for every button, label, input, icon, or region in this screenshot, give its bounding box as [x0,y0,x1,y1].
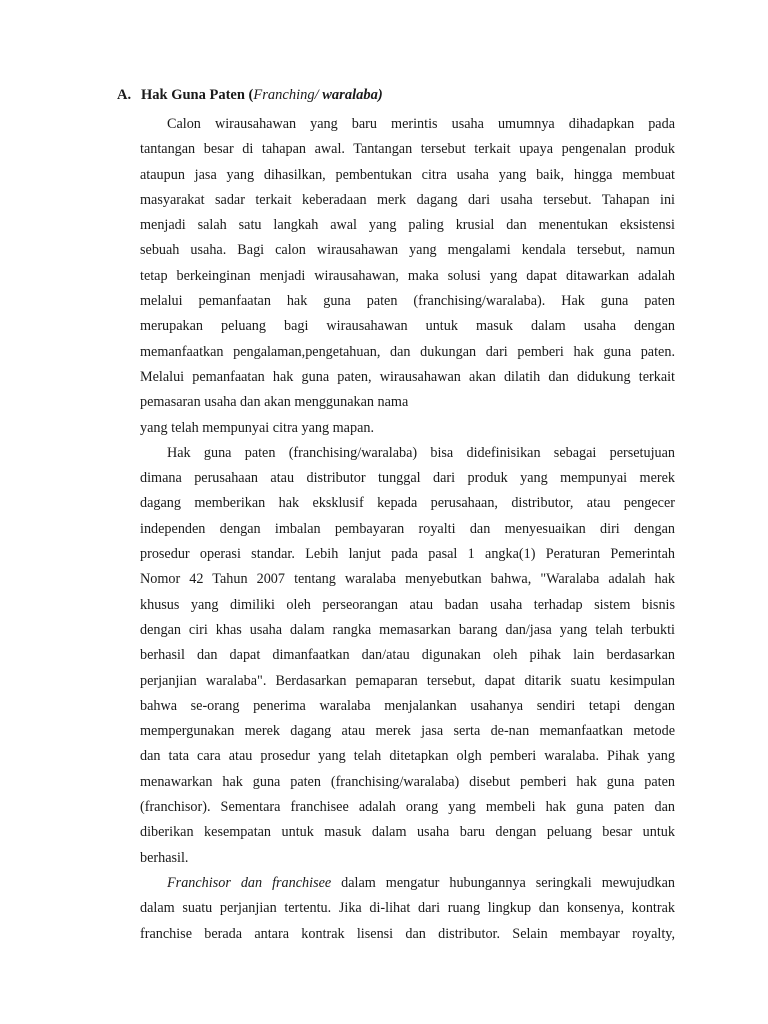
text-line [140,795,675,820]
text-line [140,365,675,390]
text-line [140,238,675,263]
text-line [140,314,675,339]
line-text: sebuah usaha. Bagi calon wirausahawan yang mengalami kendala tersebut, namun [140,242,675,259]
text-line [140,340,675,365]
line-text: Hak guna paten (franchising/waralaba) bisa didefinisikan sebagai persetujuan [167,444,675,461]
text-line [140,188,675,213]
text-line [140,567,675,592]
line-text: diberikan kesempatan untuk masuk dalam usaha baru dengan peluang besar untuk [140,824,675,841]
text-line [140,416,675,441]
line-text: pemasaran usaha dan akan menggunakan nama [140,394,409,411]
line-text: khusus yang dimiliki oleh perseorangan atau badan usaha terhadap sistem bisnis [140,596,675,613]
text-line [140,618,675,643]
text-line [140,719,675,744]
line-text: masyarakat sadar terkait keberadaan merk dagang dari usaha tersebut. Tahapan ini [140,191,675,208]
text-line [140,694,675,719]
text-line [140,466,675,491]
body-text [140,112,675,947]
section-title-bold-italic: waralaba) [318,87,383,103]
line-text: Melalui pemanfaatan hak guna paten, wirausahawan akan dilatih dan didukung terkait [140,368,675,385]
line-text: bahwa se-orang penerima waralaba menjalankan usahanya sendiri tetapi dengan [140,697,675,714]
line-text: dengan ciri khas usaha dalam rangka memasarkan barang dan/jasa yang telah terbukti [140,621,675,638]
text-line [140,896,675,921]
text-line [140,517,675,542]
line-text: menjadi salah satu langkah awal yang paling krusial dan menentukan eksistensi [140,217,675,234]
text-line [140,112,675,137]
line-text: berhasil. [140,849,189,866]
line-text: tantangan besar di tahapan awal. Tantangan tersebut terkait upaya pengenalan produk [140,141,675,158]
text-line [140,744,675,769]
text-line [140,770,675,795]
text-line [140,137,675,162]
text-line [140,871,675,896]
line-text: independen dengan imbalan pembayaran royalti dan menyesuaikan diri dengan [140,520,675,537]
text-line [140,289,675,314]
text-line [140,922,675,947]
line-text: dagang memberikan hak eksklusif kepada perusahaan, distributor, atau pengecer [140,495,675,512]
line-text: berhasil dan dapat dimanfaatkan dan/atau digunakan oleh pihak lain berdasarkan [140,647,675,664]
line-text: memanfaatkan pengalaman,pengetahuan, dan dukungan dari pemberi hak guna paten. [140,343,675,360]
line-text: (franchisor). Sementara franchisee adalah orang yang membeli hak guna paten dan [140,799,675,816]
text-line [140,213,675,238]
text-line [140,264,675,289]
section-title-italic: Franching/ waralaba) [253,87,383,103]
line-text: perjanjian waralaba". Berdasarkan pemaparan tersebut, dapat ditarik suatu kesimpulan [140,672,675,689]
text-line [140,846,675,871]
text-line [140,542,675,567]
line-text: prosedur operasi standar. Lebih lanjut pada pasal 1 angka(1) Peraturan Pemerintah [140,546,675,563]
line-text: melalui pemanfaatan hak guna paten (franchising/waralaba). Hak guna paten [140,293,675,310]
text-line [140,820,675,845]
text-line [140,669,675,694]
line-text: franchise berada antara kontrak lisensi dan distributor. Selain membayar royalty, [140,925,675,942]
section-heading [117,87,383,104]
italic-term: Franchisor dan franchisee [167,874,332,891]
line-text: yang telah mempunyai citra yang mapan. [140,419,375,436]
line-text: dan tata cara atau prosedur yang telah ditetapkan olgh pemberi waralaba. Pihak yang [140,748,675,765]
line-text: tetap berkeinginan menjadi wirausahawan, maka solusi yang dapat ditawarkan adalah [140,267,675,284]
line-text: merupakan peluang bagi wirausahawan untuk masuk dalam usaha dengan [140,318,675,335]
section-title: Hak Guna Paten ( [141,87,254,103]
text-line [140,593,675,618]
line-text: dalam suatu perjanjian tertentu. Jika di-lihat dari ruang lingkup dan konsenya, kontrak [140,900,675,917]
line-text: dalam mengatur hubungannya seringkali mewujudkan [331,874,675,891]
text-line [140,643,675,668]
section-number: A. [117,87,132,103]
line-text: menawarkan hak guna paten (franchising/waralaba) disebut pemberi hak guna paten [140,773,675,790]
line-text: Calon wirausahawan yang baru merintis usaha umumnya dihadapkan pada [167,116,675,132]
text-line [140,163,675,188]
line-text: mempergunakan merek dagang atau merek jasa serta de-nan memanfaatkan metode [140,723,675,740]
line-text: dimana perusahaan atau distributor tunggal dari produk yang mempunyai merek [140,470,675,487]
text-line [140,441,675,466]
text-line [140,390,675,415]
line-text: ataupun jasa yang dihasilkan, pembentukan citra usaha yang baik, hingga membuat [140,166,675,183]
line-text: Nomor 42 Tahun 2007 tentang waralaba menyebutkan bahwa, "Waralaba adalah hak [140,571,675,588]
text-line [140,491,675,516]
